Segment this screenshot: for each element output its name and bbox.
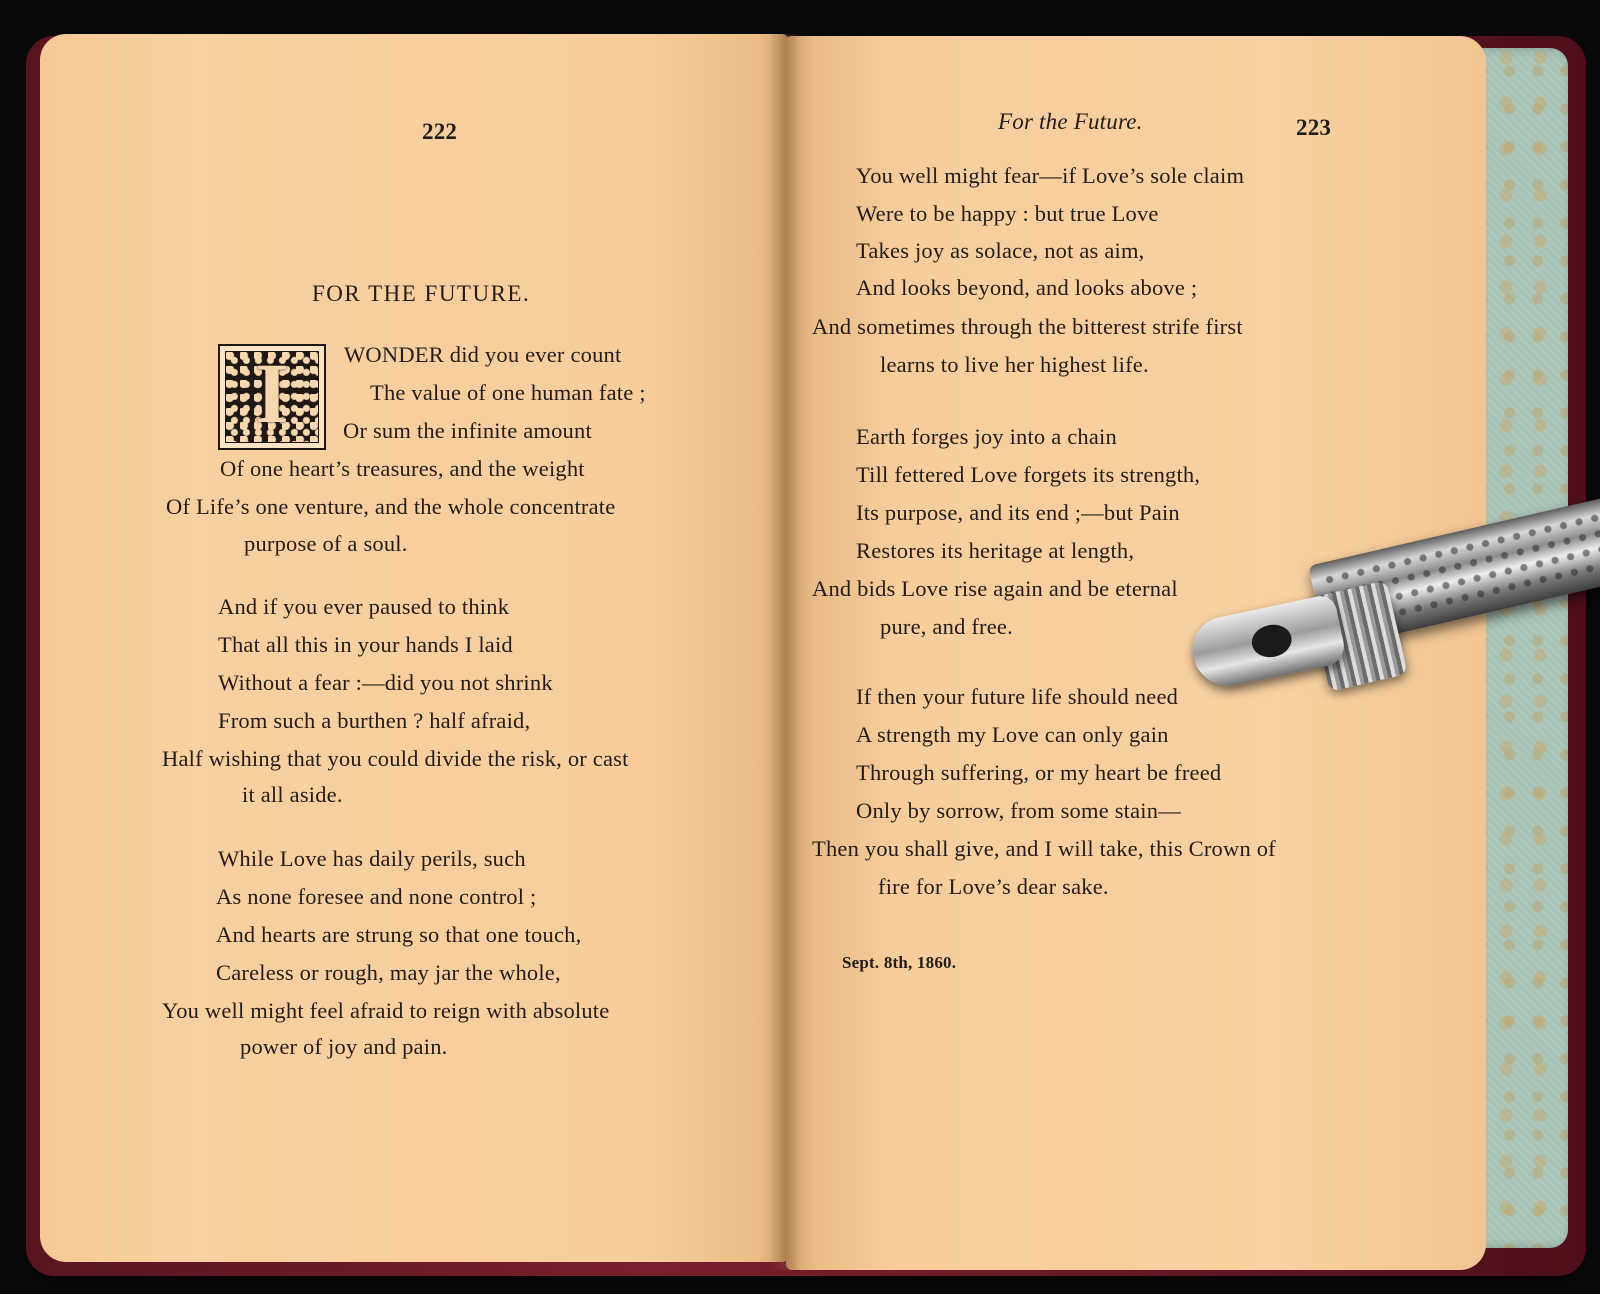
right-stanza1-line3: Takes joy as solace, not as aim, [856,238,1145,263]
left-stanza2-line1: And if you ever paused to think [218,594,510,619]
poem-title: FOR THE FUTURE. [312,281,531,306]
poem-date: Sept. 8th, 1860. [842,953,957,972]
left-stanza3-line3: And hearts are strung so that one touch, [216,922,582,947]
right-stanza2-line1: Earth forges joy into a chain [856,424,1117,449]
left-stanza1-line5: Of Life’s one venture, and the whole concentrate [166,494,616,519]
right-stanza3-line3: Through suffering, or my heart be freed [856,760,1222,785]
right-stanza2-line2: Till fettered Love forgets its strength, [856,462,1201,487]
right-page-number: 223 [1296,115,1332,140]
right-stanza2-line4: Restores its heritage at length, [856,538,1135,563]
right-stanza3-line5: Then you shall give, and I will take, this Crown of [812,836,1276,861]
right-stanza2-line3: Its purpose, and its end ;—but Pain [856,500,1180,525]
left-stanza2-line4: From such a burthen ? half afraid, [218,708,531,733]
left-stanza3-line4: Careless or rough, may jar the whole, [216,960,561,985]
left-stanza3-line5: You well might feel afraid to reign with absolute [162,998,610,1023]
right-stanza3-line4: Only by sorrow, from some stain— [856,798,1181,823]
right-stanza2-line6: pure, and free. [880,614,1013,639]
right-stanza3-line1: If then your future life should need [856,684,1179,709]
running-head: For the Future. [998,109,1143,134]
left-stanza1-line4: Of one heart’s treasures, and the weight [220,456,585,481]
ornamental-initial [218,344,326,450]
right-stanza1-line1: You well might fear—if Love’s sole claim [856,163,1245,188]
left-stanza2-line3: Without a fear :—did you not shrink [218,670,553,695]
left-stanza2-line5: Half wishing that you could divide the risk, or cast [162,746,629,771]
left-stanza3-line6: power of joy and pain. [240,1034,448,1059]
left-stanza2-line6: it all aside. [242,782,343,807]
left-stanza3-line1: While Love has daily perils, such [218,846,526,871]
left-stanza1-line6: purpose of a soul. [244,531,408,556]
left-page-number: 222 [422,119,458,144]
drop-cap-letter: I [255,345,289,441]
right-stanza3-line6: fire for Love’s dear sake. [878,874,1109,899]
right-stanza1-line6: learns to live her highest life. [880,352,1149,377]
left-stanza1-line1: WONDER did you ever count [344,342,622,367]
right-stanza3-line2: A strength my Love can only gain [856,722,1169,747]
left-stanza1-line2: The value of one human fate ; [370,380,646,405]
left-stanza1-line3: Or sum the infinite amount [343,418,592,443]
right-stanza1-line2: Were to be happy : but true Love [856,201,1159,226]
left-stanza3-line2: As none foresee and none control ; [216,884,537,909]
left-stanza2-line2: That all this in your hands I laid [218,632,513,657]
right-stanza1-line4: And looks beyond, and looks above ; [856,275,1198,300]
right-stanza2-line5: And bids Love rise again and be eternal [812,576,1178,601]
book-gutter [770,34,800,1270]
right-stanza1-line5: And sometimes through the bitterest strife first [812,314,1243,339]
